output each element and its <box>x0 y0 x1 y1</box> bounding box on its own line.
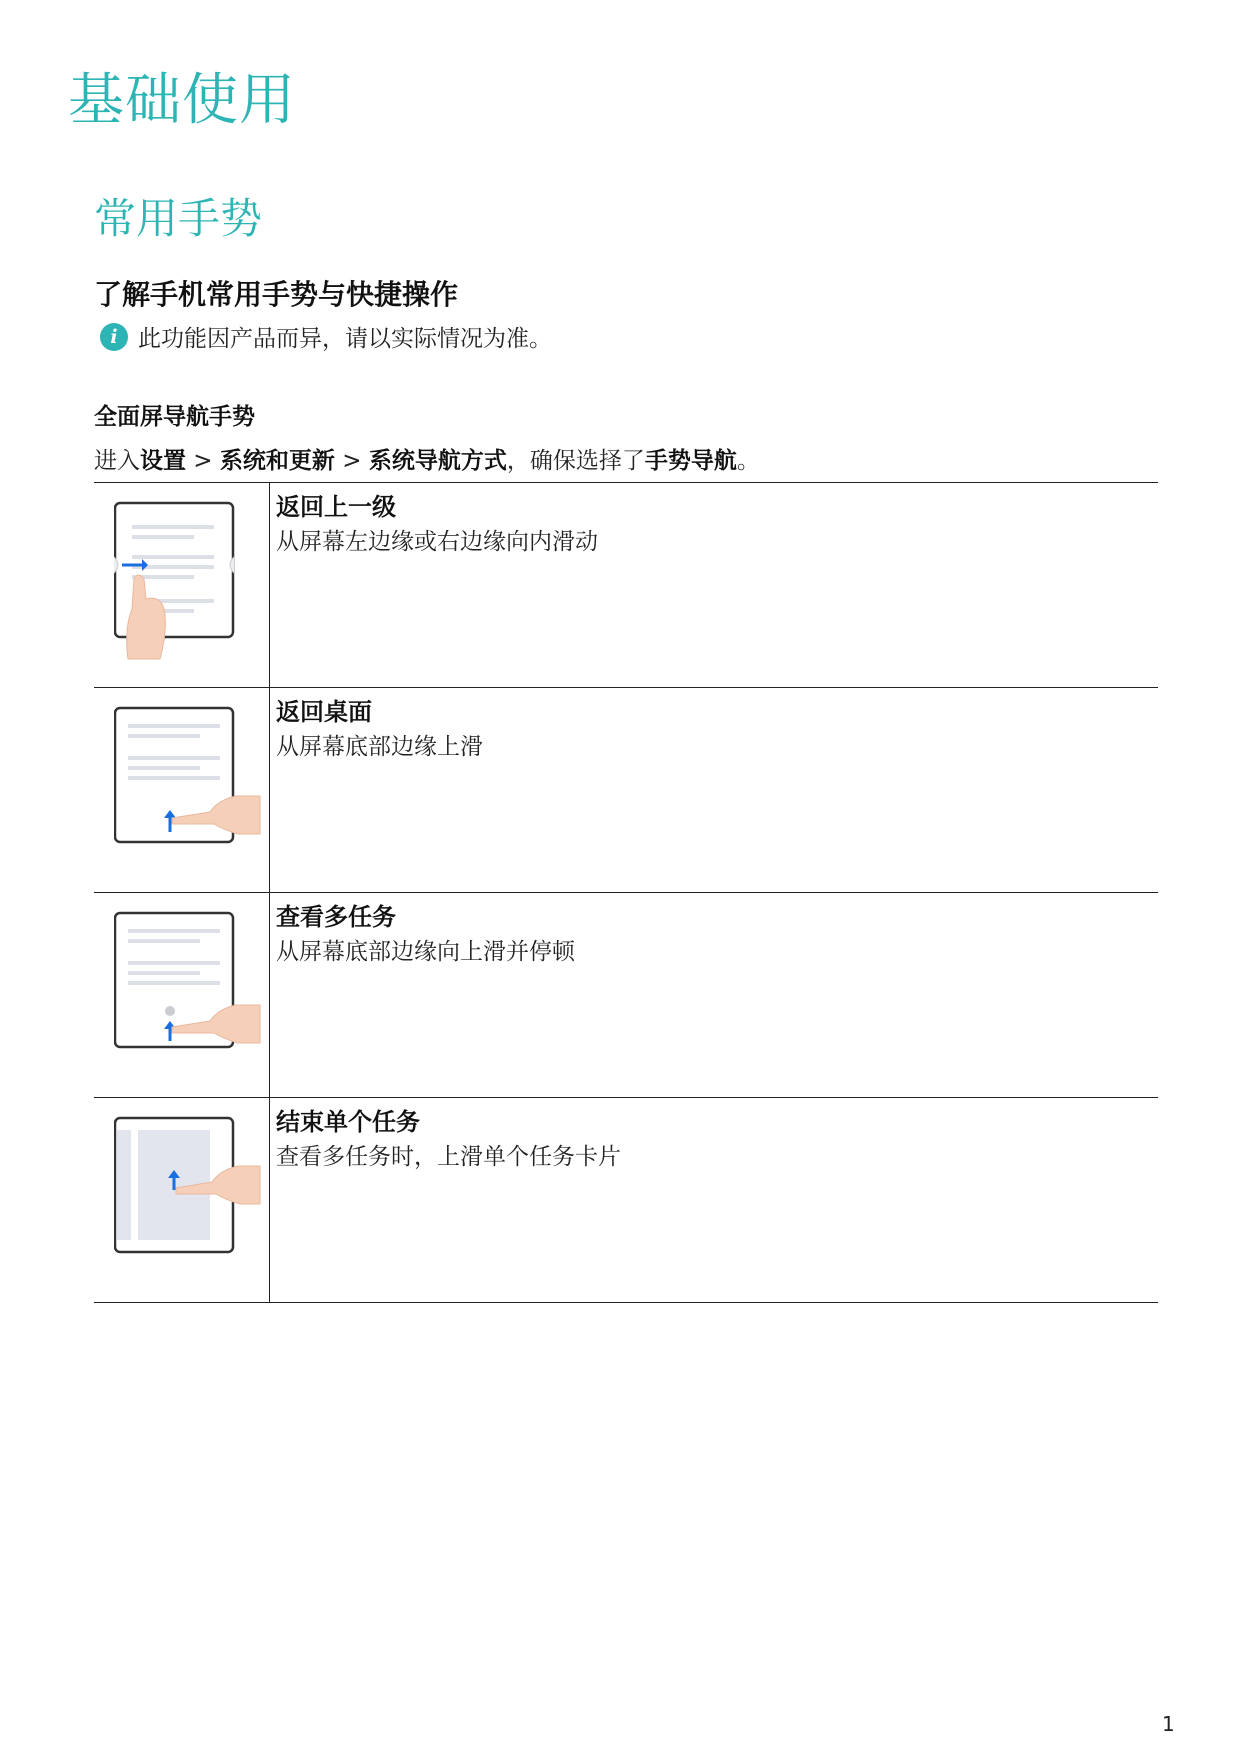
swipe-up-task-card-illustration <box>114 1114 264 1284</box>
topic-title: 了解手机常用手势与快捷操作 <box>94 278 459 311</box>
gesture-title: 结束单个任务 <box>276 1108 420 1136</box>
illustration-cell <box>94 1098 270 1303</box>
illustration-cell <box>94 483 270 688</box>
gesture-text-cell <box>270 483 1159 688</box>
gesture-row <box>94 893 1158 1098</box>
settings-path <box>94 442 760 475</box>
path-step-navigation: 系统导航方式 <box>368 448 507 474</box>
path-step-system-update: 系统和更新 <box>219 448 335 474</box>
gesture-row <box>94 688 1158 893</box>
gesture-text-cell <box>270 1098 1159 1303</box>
illustration-cell <box>94 688 270 893</box>
path-separator: > <box>334 448 369 474</box>
gesture-text-cell <box>270 893 1159 1098</box>
gesture-title: 查看多任务 <box>276 903 396 931</box>
gesture-description: 从屏幕左边缘或右边缘向内滑动 <box>276 529 598 556</box>
gesture-title: 返回上一级 <box>276 493 396 521</box>
path-prefix: 进入 <box>94 448 140 474</box>
gesture-description: 从屏幕底部边缘向上滑并停顿 <box>276 939 575 966</box>
note <box>100 320 552 353</box>
section-title: 常用手势 <box>94 194 263 243</box>
swipe-from-side-edge-illustration <box>114 499 264 669</box>
path-suffix: 。 <box>736 448 760 474</box>
gesture-table <box>94 482 1158 1303</box>
swipe-up-from-bottom-illustration <box>114 704 264 874</box>
path-middle: ，确保选择了 <box>506 448 645 474</box>
info-icon: i <box>100 323 128 351</box>
subheading: 全面屏导航手势 <box>94 404 255 430</box>
path-step-settings: 设置 <box>140 448 186 474</box>
page-number: 1 <box>1162 1712 1175 1736</box>
swipe-up-and-hold-illustration <box>114 909 264 1079</box>
chapter-title: 基础使用 <box>68 68 296 133</box>
path-step-gestures: 手势导航 <box>644 448 737 474</box>
gesture-row <box>94 1098 1158 1303</box>
gesture-title: 返回桌面 <box>276 698 372 726</box>
gesture-row <box>94 483 1158 688</box>
gesture-description: 从屏幕底部边缘上滑 <box>276 734 483 761</box>
note-text: 此功能因产品而异，请以实际情况为准。 <box>138 326 552 352</box>
path-separator: > <box>186 448 220 474</box>
gesture-text-cell <box>270 688 1159 893</box>
illustration-cell <box>94 893 270 1098</box>
gesture-description: 查看多任务时，上滑单个任务卡片 <box>276 1144 621 1171</box>
